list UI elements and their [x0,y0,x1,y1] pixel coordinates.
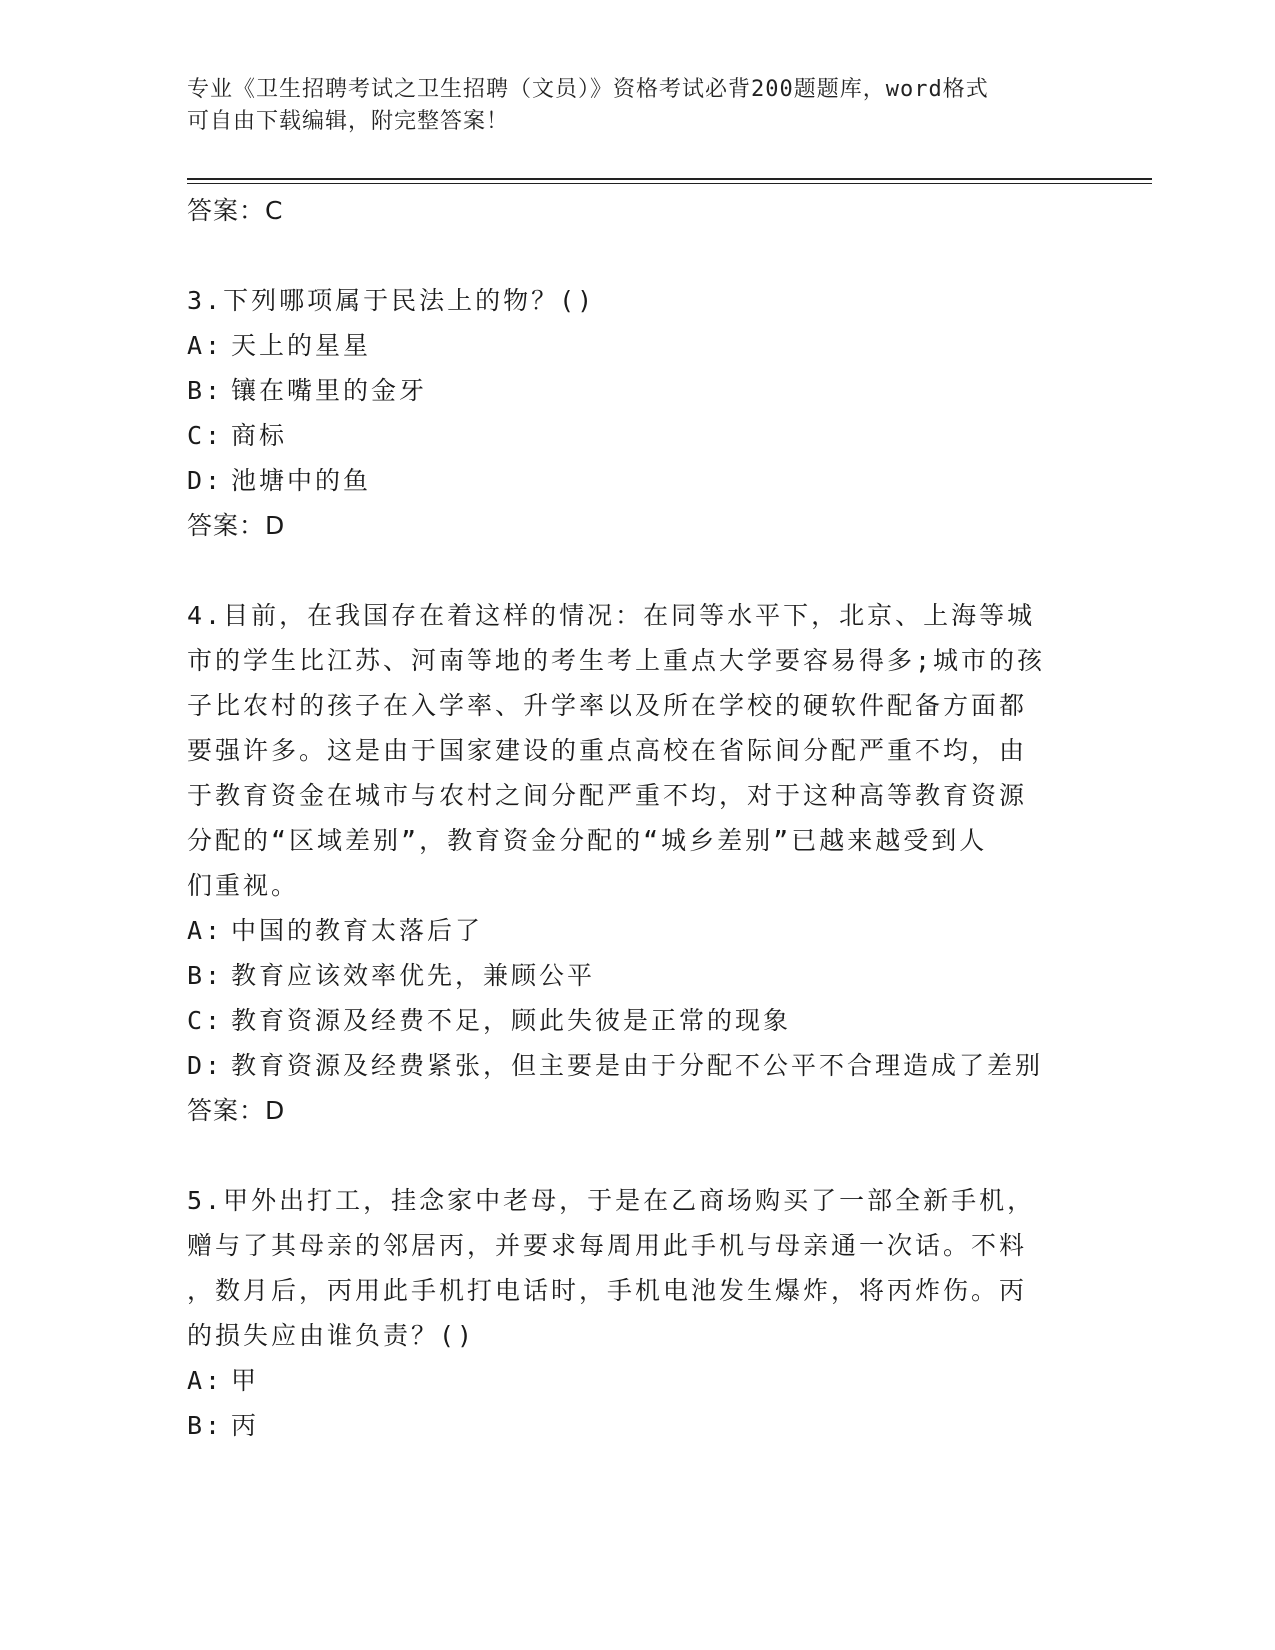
answer-line: 答案：D [187,511,286,540]
question-4 [187,593,1077,1133]
question-stem-line: 4.目前，在我国存在着这样的情况：在同等水平下，北京、上海等城 [187,601,1036,630]
document-body [187,188,1077,1448]
header-line: 专业《卫生招聘考试之卫生招聘（文员）》资格考试必背200题题库，word格式 [187,77,989,102]
option-c [187,998,1077,1043]
option-d [187,1043,1077,1088]
question-stem-line: 分配的“区域差别”，教育资金分配的“城乡差别”已越来越受到人 [187,826,988,855]
option-text: 镶在嘴里的金牙 [231,376,428,405]
option-a [187,1358,1077,1403]
option-key: B: [187,1411,224,1440]
answer-line: 答案：C [187,196,284,225]
option-text: 池塘中的鱼 [231,466,372,495]
option-text: 中国的教育太落后了 [231,916,484,945]
option-a [187,908,1077,953]
option-b [187,953,1077,998]
spacer [187,1133,1077,1178]
option-key: A: [187,331,224,360]
option-b [187,368,1077,413]
option-key: C: [187,421,224,450]
spacer [187,548,1077,593]
option-d [187,458,1077,503]
option-key: B: [187,376,224,405]
header-divider [187,178,1152,180]
option-key: D: [187,1051,224,1080]
question-stem-line: 要强许多。这是由于国家建设的重点高校在省际间分配严重不均，由 [187,736,1028,765]
question-stem-line: ，数月后，丙用此手机打电话时，手机电池发生爆炸，将丙炸伤。丙 [187,1276,1028,1305]
question-3 [187,278,1077,548]
option-text: 甲 [231,1366,260,1395]
header-divider-thin [187,183,1152,184]
question-stem-line: 们重视。 [187,871,300,900]
header-line: 可自由下载编辑，附完整答案！ [187,109,510,134]
question-stem-line: 市的学生比江苏、河南等地的考生考上重点大学要容易得多;城市的孩 [187,646,1046,675]
option-key: C: [187,1006,224,1035]
document-header [187,74,1067,138]
spacer [187,233,1077,278]
answer-line: 答案：D [187,1096,286,1125]
question-stem-line: 5.甲外出打工，挂念家中老母，于是在乙商场购买了一部全新手机， [187,1186,1036,1215]
question-stem-line: 赠与了其母亲的邻居丙，并要求每周用此手机与母亲通一次话。不料 [187,1231,1028,1260]
option-key: B: [187,961,224,990]
question-stem: 3.下列哪项属于民法上的物？() [187,286,596,315]
question-stem-line: 子比农村的孩子在入学率、升学率以及所在学校的硬软件配备方面都 [187,691,1028,720]
option-a [187,323,1077,368]
option-text: 丙 [231,1411,260,1440]
option-text: 商标 [231,421,288,450]
option-key: A: [187,916,224,945]
option-b [187,1403,1077,1448]
option-text: 天上的星星 [231,331,372,360]
option-key: D: [187,466,224,495]
option-c [187,413,1077,458]
option-text: 教育应该效率优先，兼顾公平 [231,961,596,990]
question-stem-line: 的损失应由谁负责？() [187,1321,476,1350]
option-key: A: [187,1366,224,1395]
question-5 [187,1178,1077,1448]
question-stem-line: 于教育资金在城市与农村之间分配严重不均，对于这种高等教育资源 [187,781,1028,810]
option-text: 教育资源及经费紧张，但主要是由于分配不公平不合理造成了差别 [231,1051,1044,1080]
option-text: 教育资源及经费不足，顾此失彼是正常的现象 [231,1006,792,1035]
